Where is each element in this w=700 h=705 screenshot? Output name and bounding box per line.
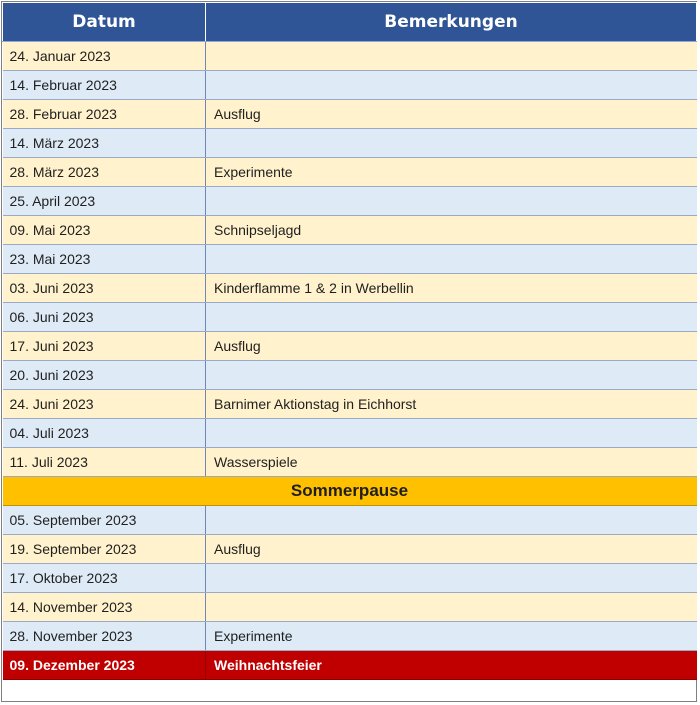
table-row — [3, 158, 697, 187]
date-cell: 24. Januar 2023 — [3, 42, 206, 71]
header-row — [3, 3, 697, 42]
note-cell: Experimente — [206, 622, 697, 651]
table-row — [3, 593, 697, 622]
note-cell — [206, 187, 697, 216]
note-cell — [206, 564, 697, 593]
summer-break-row — [3, 477, 697, 506]
table-row — [3, 129, 697, 158]
note-cell: Wasserspiele — [206, 448, 697, 477]
table-row — [3, 245, 697, 274]
table-row — [3, 274, 697, 303]
note-cell: Experimente — [206, 158, 697, 187]
note-cell — [206, 71, 697, 100]
date-cell: 25. April 2023 — [3, 187, 206, 216]
note-cell: Barnimer Aktionstag in Eichhorst — [206, 390, 697, 419]
date-cell: 17. Juni 2023 — [3, 332, 206, 361]
note-cell — [206, 245, 697, 274]
date-cell: 06. Juni 2023 — [3, 303, 206, 332]
table-row — [3, 100, 697, 129]
date-cell: 28. März 2023 — [3, 158, 206, 187]
note-cell: Ausflug — [206, 100, 697, 129]
date-cell: 28. November 2023 — [3, 622, 206, 651]
table-row — [3, 361, 697, 390]
date-cell: 05. September 2023 — [3, 506, 206, 535]
table-row — [3, 216, 697, 245]
date-cell: 28. Februar 2023 — [3, 100, 206, 129]
table-row — [3, 564, 697, 593]
date-cell: 23. Mai 2023 — [3, 245, 206, 274]
note-cell: Schnipseljagd — [206, 216, 697, 245]
table-row — [3, 622, 697, 651]
note-cell — [206, 419, 697, 448]
date-cell: 03. Juni 2023 — [3, 274, 206, 303]
header-date: Datum — [3, 3, 206, 42]
schedule-frame — [1, 1, 697, 702]
date-cell: 14. Februar 2023 — [3, 71, 206, 100]
table-row — [3, 42, 697, 71]
note-cell — [206, 361, 697, 390]
table-row — [3, 187, 697, 216]
schedule-table — [2, 2, 697, 680]
date-cell: 14. März 2023 — [3, 129, 206, 158]
summer-break-label: Sommerpause — [3, 477, 697, 506]
table-row — [3, 448, 697, 477]
note-cell: Kinderflamme 1 & 2 in Werbellin — [206, 274, 697, 303]
highlight-row — [3, 651, 697, 680]
note-cell — [206, 129, 697, 158]
table-row — [3, 419, 697, 448]
note-cell — [206, 42, 697, 71]
date-cell: 14. November 2023 — [3, 593, 206, 622]
header-notes: Bemerkungen — [206, 3, 697, 42]
date-cell: 11. Juli 2023 — [3, 448, 206, 477]
table-row — [3, 390, 697, 419]
note-cell — [206, 303, 697, 332]
note-cell: Ausflug — [206, 332, 697, 361]
note-cell — [206, 506, 697, 535]
table-row — [3, 332, 697, 361]
note-cell — [206, 593, 697, 622]
note-cell: Weihnachtsfeier — [206, 651, 697, 680]
date-cell: 24. Juni 2023 — [3, 390, 206, 419]
date-cell: 09. Dezember 2023 — [3, 651, 206, 680]
table-row — [3, 506, 697, 535]
date-cell: 09. Mai 2023 — [3, 216, 206, 245]
table-row — [3, 71, 697, 100]
date-cell: 19. September 2023 — [3, 535, 206, 564]
date-cell: 20. Juni 2023 — [3, 361, 206, 390]
date-cell: 04. Juli 2023 — [3, 419, 206, 448]
date-cell: 17. Oktober 2023 — [3, 564, 206, 593]
note-cell: Ausflug — [206, 535, 697, 564]
table-row — [3, 535, 697, 564]
table-row — [3, 303, 697, 332]
